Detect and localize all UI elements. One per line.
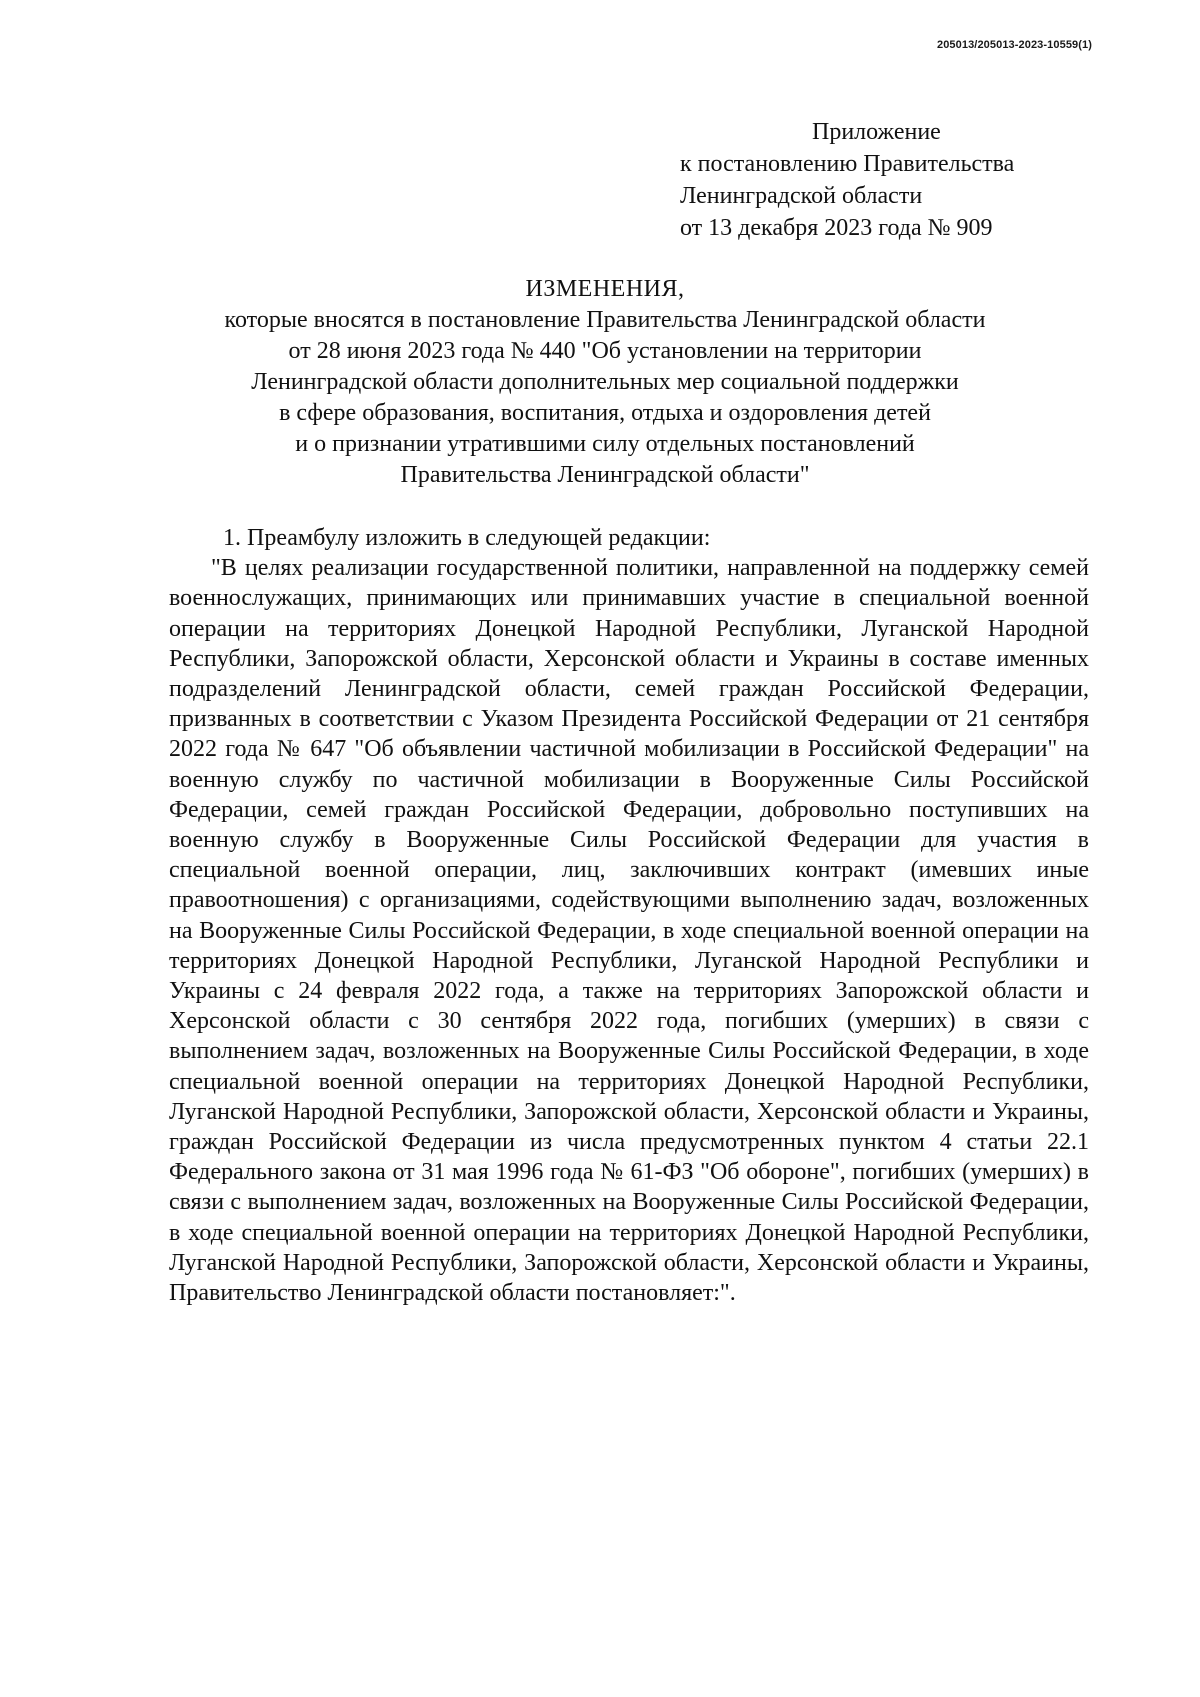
document-title (150, 274, 1060, 491)
title-line-4: в сфере образования, воспитания, отдыха и оздоровления детей (279, 400, 931, 426)
title-line-1: которые вносятся в постановление Правительства Ленинградской области (224, 307, 986, 333)
title-line-6: Правительства Ленинградской области" (400, 462, 810, 488)
amendment-item-1: 1. Преамбулу изложить в следующей редакции: (223, 525, 711, 551)
document-body (169, 523, 1089, 1308)
annex-title: Приложение (812, 119, 941, 145)
title-line-2: от 28 июня 2023 года № 440 "Об установлении на территории (288, 338, 922, 364)
annex-block (680, 116, 1014, 244)
annex-line-3: от 13 декабря 2023 года № 909 (680, 215, 993, 241)
annex-line-2: Ленинградской области (680, 183, 923, 209)
title-line-5: и о признании утратившими силу отдельных постановлений (295, 431, 915, 457)
registration-number: 205013/205013-2023-10559(1) (937, 39, 1092, 51)
preamble-text: "В целях реализации государственной политики, направленной на поддержку семей военнослужащих, принимающих или принимавших участие в специальной военной операции на территориях Донецкой Народной Республики, Луганской Народной Республики, Запорожской области, Херсонской области и Украины в составе именных подразделений Ленинградской области, семей граждан Российской Федерации, призванных в соответствии с Указом Президента Российской Федерации от 21 сентября 2022 года № 647 "Об объявлении частичной мобилизации в Российской Федерации" на военную службу по частичной мобилизации в Вооруженные Силы Российской Федерации, семей граждан Российской Федерации, добровольно поступивших на военную службу в Вооруженные Силы Российской Федерации для участия в специальной военной операции, лиц, заключивших контракт (имевших иные правоотношения) с организациями, содействующими выполнению задач, возложенных на Вооруженные Силы Российской Федерации, в ходе специальной военной операции на территориях Донецкой Народной Республики, Луганской Народной Республики и Украины с 24 февраля 2022 года, а также на территориях Запорожской области и Херсонской области с 30 сентября 2022 года, погибших (умерших) в связи с выполнением задач, возложенных на Вооруженные Силы Российской Федерации, в ходе специальной военной операции на территориях Донецкой Народной Республики, Луганской Народной Республики, Запорожской области, Херсонской области и Украины, граждан Российской Федерации из числа предусмотренных пунктом 4 статьи 22.1 Федерального закона от 31 мая 1996 года № 61-ФЗ "Об обороне", погибших (умерших) в связи с выполнением задач, возложенных на Вооруженные Силы Российской Федерации, в ходе специальной военной операции на территориях Донецкой Народной Республики, Луганской Народной Республики, Запорожской области, Херсонской области и Украины, Правительство Ленинградской области постановляет:". (169, 555, 1089, 1307)
title-heading: ИЗМЕНЕНИЯ, (525, 276, 685, 302)
title-line-3: Ленинградской области дополнительных мер социальной поддержки (251, 369, 959, 395)
annex-line-1: к постановлению Правительства (680, 151, 1015, 177)
